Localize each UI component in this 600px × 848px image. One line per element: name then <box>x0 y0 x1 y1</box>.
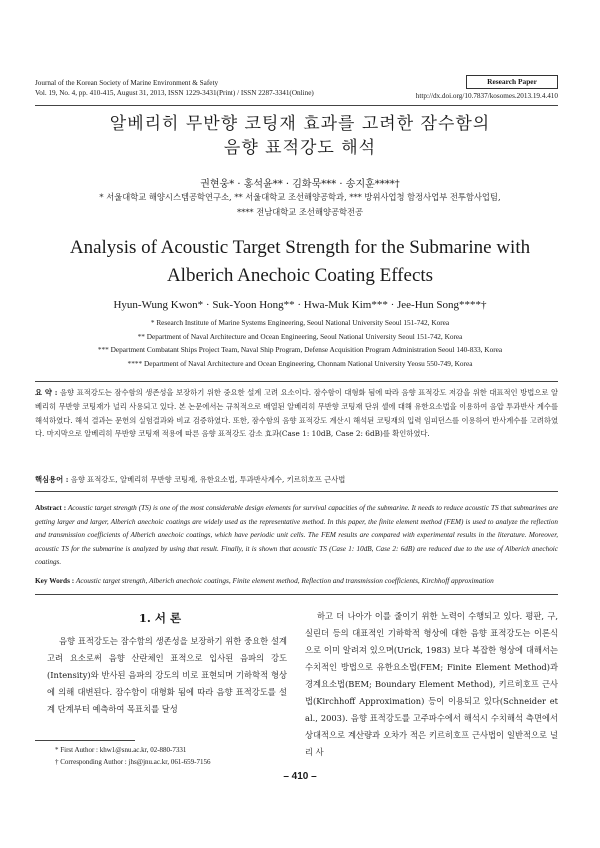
korean-aff-line2: **** 전남대학교 조선해양공학전공 <box>236 207 364 217</box>
korean-abstract-label: 요 약 : <box>35 388 58 397</box>
korean-keywords <box>35 475 558 485</box>
corresponding-author-note: † Corresponding Author : jhs@jnu.ac.kr, 061-659-7156 <box>55 758 211 766</box>
korean-title-line2: 음향 표적강도 해석 <box>223 138 377 158</box>
english-affiliations <box>40 316 560 370</box>
abstract-rule-top <box>35 381 558 382</box>
english-aff-2: ** Department of Naval Architecture and Ocean Engineering, Seoul National University Seoul 151-742, Korea <box>137 331 463 341</box>
journal-header <box>35 79 314 98</box>
journal-volume: Vol. 19, No. 4, pp. 410-415, August 31, 2013, ISSN 1229-3431(Print) / ISSN 2287-3341(Online) <box>35 88 314 97</box>
english-authors: Hyun-Wung Kwon* · Suk-Yoon Hong** · Hwa-Muk Kim*** · Jee-Hun Song****† <box>113 299 487 311</box>
english-abstract-label: Abstract : <box>35 504 67 512</box>
english-keywords-label: Key Words : <box>35 576 75 585</box>
journal-name: Journal of the Korean Society of Marine Environment & Safety <box>35 79 219 87</box>
korean-affiliations <box>0 190 600 220</box>
korean-abstract <box>35 386 558 441</box>
footnote-rule <box>35 740 135 741</box>
left-column-text: 음향 표적강도는 잠수함의 생존성을 보장하기 위한 중요한 설계 고려 요소로써 음향 산란체인 표적으로 입사된 음파의 강도(Intensity)와 반사된 음파의 강도의 비로 표현되며 기하학적 형상에 의해 대변된다. 잠수함이 대형화 됨에 따라 음향 표적강도를 설계 단계부터 예측하여 목표치를 달성 <box>47 636 287 714</box>
english-abstract <box>35 502 558 570</box>
english-aff-4: **** Department of Naval Architecture and Ocean Engineering, Chonnam National University Yeosu 550-749, Korea <box>127 358 473 368</box>
abstract-rule-bottom <box>35 594 558 595</box>
korean-keywords-label: 핵심용어 : <box>35 475 69 484</box>
right-column-text: 하고 더 나아가 이를 줄이기 위한 노력이 수행되고 있다. 평판, 구, 실린더 등의 대표적인 기하학적 형상에 대한 음향 표적강도는 이론식으로 이미 알려져 있으며(Urick, 1983) 보다 복잡한 형상에 대해서는 수치적인 방법으로 유한요소법(FEM; Finite Element Method)과 경계요소법(BEM; Boundary Element Method), 키르히호프 근사법(Kirchhoff Approximation) 등이 이용되고 있다(Schneider et al., 2003). 음향 표적강도를 고주파수에서 해석시 수치해석 측면에서 상대적으로 계산량과 오차가 적은 키르히호프 근사법이 일반적으로 널리 사 <box>305 611 558 757</box>
abstract-rule-mid <box>35 491 558 492</box>
english-aff-3: *** Department Combatant Ships Project Team, Naval Ship Program, Defense Acquisition Program Administration Seoul 140-833, Korea <box>97 345 503 354</box>
english-title <box>0 234 600 290</box>
korean-title-line1: 알베리히 무반향 코팅재 효과를 고려한 잠수함의 <box>109 114 491 134</box>
korean-keywords-text: 음향 표적강도, 알베리히 무반향 코팅재, 유한요소법, 투과반사계수, 키르히호프 근사법 <box>70 475 346 484</box>
korean-authors: 권현웅* · 홍석윤** · 김화묵*** · 송지훈****† <box>200 179 400 190</box>
english-aff-1: * Research Institute of Marine Systems Engineering, Seoul National University Seoul 151-742, Korea <box>150 318 450 327</box>
header-rule <box>35 105 558 106</box>
korean-aff-line1: * 서울대학교 해양시스템공학연구소, ** 서울대학교 조선해양공학과, *** 방위사업청 함정사업부 전투함사업팀, <box>99 192 501 202</box>
doi-link[interactable]: http://dx.doi.org/10.7837/kosomes.2013.19.4.410 <box>415 92 558 100</box>
english-abstract-text: Acoustic target strength (TS) is one of the most considerable design elements for survival capacities of the submarine. It needs to reduce acoustic TS that submarines are getting larger and larger, Alberich anechoic coatings are widely used as the representative method. In this paper, the finite element method (FEM) is used to analyze the reflection and transmission coefficients of Alberich anechoic coatings, which have periodic unit cells. The FEM results are compared with experimental results in the literature. Moreover, acoustic TS for the submarine is analyzed by using that result. Finally, it is shown that acoustic TS (Case 1: 10dB, Case 2: 6dB) are reduced due to the use of Alberich anechoic coatings. <box>35 504 559 567</box>
english-keywords <box>35 576 558 585</box>
page-number: – 410 – <box>283 771 317 782</box>
english-title-line1: Analysis of Acoustic Target Strength for the Submarine with <box>69 237 531 258</box>
first-author-note: * First Author : khw1@snu.ac.kr, 02-880-7331 <box>55 746 187 754</box>
research-paper-badge: Research Paper <box>466 75 558 89</box>
korean-title <box>0 112 600 160</box>
section-heading: 1. 서 론 <box>138 611 182 625</box>
korean-abstract-text: 음향 표적강도는 잠수함의 생존성을 보장하기 위한 중요한 설계 고려 요소이다. 잠수함이 대형화 됨에 따라 음향 표적강도 저감을 위한 대표적인 방법으로 알베리히 무반향 코팅재가 널리 사용되고 있다. 본 논문에서는 규칙적으로 배열된 알베리히 무반향 코팅재 단위 셀에 대해 유한요소법을 이용하여 음압 투과반사 계수를 해석하였다. 해석 결과는 문헌의 실험결과와 비교 검증하였다. 또한, 잠수함의 음향 표적강도 계산시 해석된 코팅재의 입력 임피던스를 이용하여 반사계수를 고려하였다. 마지막으로 알베리히 무반향 코팅재 적용에 따른 음향 표적강도 감소 효과(Case 1: 10dB, Case 2: 6dB)를 확인하였다. <box>35 388 559 439</box>
english-keywords-text: Acoustic target strength, Alberich anechoic coatings, Finite element method, Reflection and transmission coefficients, Kirchhoff approximation <box>75 576 494 585</box>
footnotes <box>55 744 210 768</box>
english-title-line2: Alberich Anechoic Coating Effects <box>166 265 434 286</box>
